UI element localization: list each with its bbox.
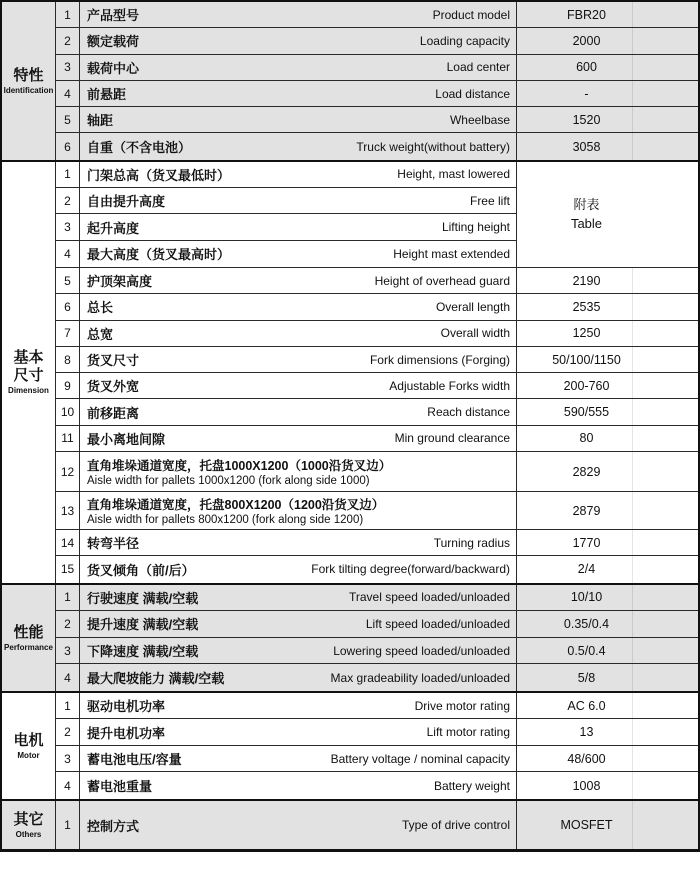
spec-name-en: Overall length [435, 299, 510, 314]
spec-name-cell [80, 772, 517, 799]
row-number: 6 [56, 133, 80, 159]
category-label-en: Dimension [8, 386, 49, 396]
row-number: 13 [56, 492, 80, 529]
row-number: 5 [56, 107, 80, 132]
row-number: 3 [56, 214, 80, 239]
table-row [56, 452, 698, 492]
category-label-zh: 特性 [13, 66, 44, 84]
spec-name-zh: 轴距 [87, 113, 114, 129]
merged-value-en: Table [570, 216, 603, 232]
spec-name-zh: 货叉尺寸 [87, 353, 140, 368]
row-number: 5 [56, 268, 80, 293]
spec-value: 1770 [517, 530, 698, 555]
spec-name-zh: 自由提升高度 [87, 194, 166, 210]
spec-name-cell [80, 611, 517, 637]
row-number: 10 [56, 399, 80, 424]
row-number: 7 [56, 321, 80, 346]
table-row [56, 28, 698, 54]
spec-value: 2829 [517, 452, 698, 491]
spec-name-zh: 门架总高（货叉最低时） [87, 167, 231, 183]
spec-name-en: Fork tilting degree(forward/backward) [311, 562, 510, 577]
merged-value-zh: 附表 [573, 196, 600, 212]
table-row [56, 801, 698, 849]
row-number: 2 [56, 719, 80, 745]
category-label-en: Performance [4, 642, 53, 652]
row-number: 3 [56, 746, 80, 772]
table-row [56, 693, 698, 720]
row-number: 1 [56, 162, 80, 187]
spec-value: 80 [517, 426, 698, 451]
merged-value-cell [517, 162, 698, 267]
row-number: 14 [56, 530, 80, 555]
spec-name-zh: 自重（不含电池） [87, 140, 192, 156]
table-row [56, 2, 698, 28]
spec-name-en: Height mast extended [393, 246, 510, 261]
row-number: 4 [56, 664, 80, 691]
row-number: 1 [56, 693, 80, 719]
spec-value: MOSFET [517, 801, 698, 849]
spec-name-zh: 前悬距 [87, 87, 127, 103]
spec-name-cell [80, 214, 517, 239]
row-number: 4 [56, 81, 80, 106]
spec-name-zh: 蓄电池电压/容量 [87, 752, 182, 768]
spec-value: 600 [517, 55, 698, 80]
table-row [56, 55, 698, 81]
spec-name-cell [80, 162, 517, 187]
row-number: 15 [56, 556, 80, 582]
spec-name-cell [80, 347, 517, 372]
spec-name-cell [80, 492, 517, 529]
spec-name-cell [80, 530, 517, 555]
spec-name-en: Min ground clearance [394, 431, 510, 446]
spec-value: 3058 [517, 133, 698, 159]
spec-name-cell [80, 373, 517, 398]
spec-name-en: Battery weight [433, 778, 510, 793]
spec-name-en: Height of overhead guard [374, 273, 510, 288]
spec-name-cell [80, 638, 517, 664]
spec-name-zh: 载荷中心 [87, 60, 140, 76]
spec-name-en: Wheelbase [449, 112, 510, 127]
spec-name-en: Max gradeability loaded/unloaded [330, 670, 510, 685]
spec-name-en: Free lift [469, 193, 510, 208]
spec-name-zh: 提升电机功率 [87, 725, 166, 741]
table-row [56, 746, 698, 773]
category-label-en: Others [15, 830, 42, 840]
table-row [56, 664, 698, 691]
table-row [56, 426, 698, 452]
table-row [56, 294, 698, 320]
spec-name-en: Load center [446, 60, 510, 75]
spec-value: 200-760 [517, 373, 698, 398]
row-number: 1 [56, 2, 80, 27]
row-number: 3 [56, 638, 80, 664]
spec-name-cell [80, 268, 517, 293]
spec-value: FBR20 [517, 2, 698, 27]
spec-name-en: Fork dimensions (Forging) [369, 352, 510, 367]
spec-name-zh: 产品型号 [87, 8, 140, 24]
spec-name-en: Loading capacity [419, 33, 510, 48]
table-row [56, 530, 698, 556]
spec-name-en: Reach distance [427, 405, 510, 420]
spec-name-en: Lowering speed loaded/unloaded [333, 643, 510, 658]
spec-name-cell [80, 801, 517, 849]
spec-value: 48/600 [517, 746, 698, 772]
spec-name-en: Battery voltage / nominal capacity [330, 751, 510, 766]
spec-name-en: Overall width [440, 326, 510, 341]
category-cell-motor [2, 693, 56, 799]
table-row [56, 638, 698, 665]
section-motor [2, 693, 698, 801]
category-cell-identification [2, 2, 56, 160]
spec-name-cell [80, 294, 517, 319]
spec-name-zh: 驱动电机功率 [87, 699, 166, 715]
spec-name-zh: 货叉倾角（前/后） [87, 562, 195, 578]
row-number: 2 [56, 188, 80, 213]
row-number: 1 [56, 801, 80, 849]
table-row [56, 81, 698, 107]
table-row [56, 492, 698, 530]
table-row [56, 241, 517, 267]
spec-value: 1250 [517, 321, 698, 346]
row-number: 1 [56, 585, 80, 611]
row-number: 8 [56, 347, 80, 372]
spec-value: 2879 [517, 492, 698, 529]
row-number: 6 [56, 294, 80, 319]
row-number: 3 [56, 55, 80, 80]
spec-name-zh: 前移距离 [87, 405, 140, 421]
spec-value: 1520 [517, 107, 698, 132]
spec-name-en: Adjustable Forks width [389, 378, 510, 393]
spec-name-en: Type of drive control [401, 818, 510, 833]
spec-name-zh: 提升速度 满载/空载 [87, 617, 199, 633]
spec-name-cell [80, 664, 517, 691]
category-cell-dimension [2, 162, 56, 583]
category-cell-performance [2, 585, 56, 691]
spec-name-cell [80, 693, 517, 719]
table-row [56, 321, 698, 347]
table-row [56, 347, 698, 373]
spec-name-cell [80, 556, 517, 582]
table-row [56, 107, 698, 133]
section-performance [2, 585, 698, 693]
spec-name-zh: 护顶架高度 [87, 274, 153, 290]
spec-name-cell [80, 133, 517, 159]
category-label-en: Identification [3, 85, 54, 95]
spec-name-cell [80, 28, 517, 53]
spec-name-zh: 转弯半径 [87, 536, 140, 552]
row-number: 2 [56, 28, 80, 53]
spec-value: 0.5/0.4 [517, 638, 698, 664]
table-row [56, 268, 698, 294]
row-number: 9 [56, 373, 80, 398]
spec-name-cell [80, 719, 517, 745]
spec-name-zh: 最小离地间隙 [87, 431, 166, 447]
spec-name-zh: 控制方式 [87, 818, 140, 834]
spec-name-en: Turning radius [433, 535, 510, 550]
spec-name-zh: 下降速度 满载/空载 [87, 644, 199, 659]
spec-name-en: Lifting height [441, 220, 510, 235]
spec-name-cell [80, 188, 517, 213]
spec-name-cell [80, 585, 517, 611]
table-row [56, 399, 698, 425]
category-cell-others [2, 801, 56, 849]
spec-value: 590/555 [517, 399, 698, 424]
spec-name-zh: 直角堆垛通道宽度，托盘800X1200（1200沿货叉边） [87, 498, 385, 513]
table-row [56, 162, 517, 188]
merged-rows-left [56, 162, 517, 267]
row-number: 11 [56, 426, 80, 451]
spec-name-cell [80, 426, 517, 451]
spec-name-zh: 直角堆垛通道宽度，托盘1000X1200（1000沿货叉边） [87, 459, 392, 474]
spec-value: 13 [517, 719, 698, 745]
spec-value: 2000 [517, 28, 698, 53]
spec-name-en: Height, mast lowered [397, 167, 510, 182]
spec-name-zh: 最大爬坡能力 满载/空载 [87, 671, 225, 687]
spec-name-cell [80, 81, 517, 106]
section-dimension [2, 162, 698, 585]
spec-name-cell [80, 321, 517, 346]
table-row [56, 772, 698, 799]
table-row [56, 556, 698, 582]
spec-name-zh: 额定载荷 [87, 34, 140, 50]
category-label-zh: 其它 [13, 811, 44, 829]
row-number: 12 [56, 452, 80, 491]
spec-name-zh: 总宽 [87, 326, 114, 342]
spec-name-en: Travel speed loaded/unloaded [348, 590, 510, 605]
spec-value: 1008 [517, 772, 698, 799]
spec-name-zh: 货叉外宽 [87, 379, 140, 395]
section-rows [56, 162, 698, 583]
table-row [56, 611, 698, 638]
spec-name-en: Lift speed loaded/unloaded [365, 616, 510, 631]
table-row [56, 133, 698, 159]
spec-name-zh: 行驶速度 满载/空载 [87, 590, 199, 606]
row-number: 2 [56, 611, 80, 637]
row-number: 4 [56, 241, 80, 267]
spec-value: - [517, 81, 698, 106]
spec-name-en: Aisle width for pallets 1000x1200 (fork along side 1000) [87, 475, 370, 488]
spec-name-en: Load distance [435, 86, 510, 101]
spec-name-zh: 最大高度（货叉最高时） [87, 247, 231, 263]
spec-name-cell [80, 241, 517, 267]
category-label-zh: 电机 [13, 731, 44, 749]
spec-value: 2535 [517, 294, 698, 319]
spec-name-en: Drive motor rating [414, 698, 510, 713]
spec-value: 10/10 [517, 585, 698, 611]
spec-name-en: Product model [432, 7, 510, 22]
spec-value: 2190 [517, 268, 698, 293]
spec-name-cell [80, 107, 517, 132]
section-rows [56, 585, 698, 691]
table-row [56, 585, 698, 612]
spec-name-en: Truck weight(without battery) [356, 139, 510, 154]
spec-name-zh: 蓄电池重量 [87, 779, 153, 795]
spec-name-en: Lift motor rating [426, 725, 510, 740]
row-number: 4 [56, 772, 80, 799]
category-label-zh: 性能 [13, 623, 44, 641]
table-row [56, 214, 517, 240]
spec-name-zh: 起升高度 [87, 220, 140, 236]
spec-value: 2/4 [517, 556, 698, 582]
category-label-en: Motor [17, 750, 40, 760]
spec-name-cell [80, 746, 517, 772]
spec-name-zh: 总长 [87, 300, 114, 316]
spec-value: 0.35/0.4 [517, 611, 698, 637]
spec-value: 50/100/1150 [517, 347, 698, 372]
table-row [56, 188, 517, 214]
section-rows [56, 801, 698, 849]
category-label-zh: 基本尺寸 [13, 349, 44, 385]
section-rows [56, 2, 698, 160]
spec-name-cell [80, 55, 517, 80]
table-row [56, 719, 698, 746]
table-row [56, 373, 698, 399]
spec-value: 5/8 [517, 664, 698, 691]
spec-value: AC 6.0 [517, 693, 698, 719]
merged-rows-block [56, 162, 698, 268]
section-identification [2, 2, 698, 162]
section-others [2, 801, 698, 849]
spec-name-cell [80, 399, 517, 424]
spec-name-cell [80, 2, 517, 27]
spec-name-en: Aisle width for pallets 800x1200 (fork along side 1200) [87, 514, 364, 527]
section-rows [56, 693, 698, 799]
spec-name-cell [80, 452, 517, 491]
